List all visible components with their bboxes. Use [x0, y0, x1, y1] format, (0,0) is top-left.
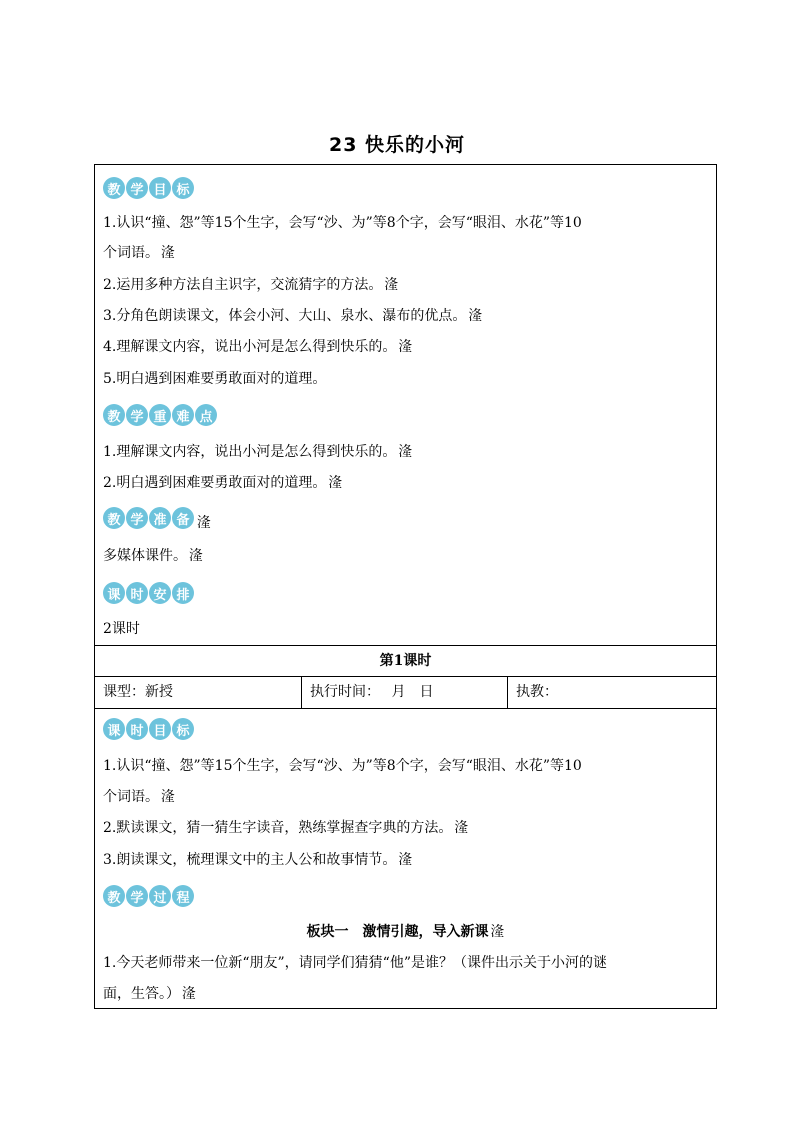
execution-time: 执行时间： 月 日: [310, 684, 434, 700]
badge-char: 学: [126, 507, 148, 529]
badge-char: 程: [172, 885, 194, 907]
goal-text: 个词语。: [103, 789, 159, 805]
badge-char: 备: [172, 507, 194, 529]
lesson-goals-badge: [103, 716, 195, 742]
lesson-goal-line: [103, 850, 412, 870]
paragraph-mark: 湰: [468, 308, 483, 324]
prep-line: [103, 546, 203, 566]
teaching-process-badge: [103, 883, 195, 909]
paragraph-mark: 湰: [328, 475, 343, 491]
process-text: 面，生答。）: [103, 986, 180, 1002]
lesson-type: 课型：新授: [103, 684, 173, 700]
lesson-goal-line: 1.认识“撞、怨”等15个生字，会写“沙、为”等8个字，会写“眼泪、水花”等10: [103, 758, 582, 774]
badge-char: 点: [195, 404, 217, 426]
badge-char: 课: [103, 582, 125, 604]
goal-line: 5.明白遇到困难要勇敢面对的道理。: [103, 371, 327, 387]
divider: [95, 708, 716, 709]
badge-char: 学: [126, 177, 148, 199]
badge-char: 排: [172, 582, 194, 604]
teaching-goals-badge: [103, 175, 195, 201]
focus-text: 2.明白遇到困难要勇敢面对的道理。: [103, 475, 327, 491]
teaching-prep-badge: [103, 505, 211, 531]
badge-char: 过: [149, 885, 171, 907]
lesson-goal-line: [103, 787, 175, 807]
badge-char: 目: [149, 718, 171, 740]
focus-line: [103, 442, 412, 462]
badge-char: 时: [126, 582, 148, 604]
schedule-badge: [103, 580, 195, 606]
goal-line: [103, 337, 412, 357]
paragraph-mark: 湰: [197, 515, 211, 531]
goal-text: 2.运用多种方法自主识字，交流猜字的方法。: [103, 277, 383, 293]
paragraph-mark: 湰: [189, 548, 203, 564]
teacher: 执教：: [516, 684, 558, 700]
goal-text: 个词语。: [103, 245, 159, 261]
process-line: [103, 984, 196, 1004]
goal-text: 2.默读课文，猜一猜生字读音，熟练掌握查字典的方法。: [103, 820, 453, 836]
badge-char: 标: [172, 177, 194, 199]
goal-line: [103, 275, 398, 295]
badge-char: 准: [149, 507, 171, 529]
schedule-line: 2课时: [103, 621, 140, 637]
paragraph-mark: 湰: [384, 277, 399, 293]
badge-char: 安: [149, 582, 171, 604]
paragraph-mark: 湰: [398, 852, 413, 868]
badge-char: 标: [172, 718, 194, 740]
block-title-text: 板块一 激情引趣，导入新课: [306, 924, 489, 940]
paragraph-mark: 湰: [161, 789, 175, 805]
badge-char: 教: [103, 507, 125, 529]
block-title: [95, 922, 716, 942]
badge-char: 课: [103, 718, 125, 740]
badge-char: 重: [149, 404, 171, 426]
paragraph-mark: 湰: [161, 245, 175, 261]
paragraph-mark: 湰: [490, 924, 505, 940]
focus-line: [103, 473, 342, 493]
divider: [507, 676, 508, 708]
goal-line: [103, 243, 175, 263]
lesson-plan-table: [94, 164, 717, 1009]
goal-text: 3.朗读课文，梳理课文中的主人公和故事情节。: [103, 852, 397, 868]
goal-line: [103, 306, 482, 326]
paragraph-mark: 湰: [398, 339, 413, 355]
badge-char: 教: [103, 404, 125, 426]
paragraph-mark: 湰: [454, 820, 469, 836]
key-difficult-points-badge: [103, 402, 218, 428]
paragraph-mark: 湰: [398, 444, 413, 460]
paragraph-mark: 湰: [182, 986, 196, 1002]
divider: [301, 676, 302, 708]
badge-char: 教: [103, 885, 125, 907]
goal-line: 1.认识“撞、怨”等15个生字，会写“沙、为”等8个字，会写“眼泪、水花”等10: [103, 215, 582, 231]
process-line: 1.今天老师带来一位新“朋友”，请同学们猜猜“他”是谁？（课件出示关于小河的谜: [103, 955, 607, 971]
badge-char: 难: [172, 404, 194, 426]
lesson-header: 第1课时: [379, 653, 432, 669]
divider: [95, 645, 716, 646]
badge-char: 时: [126, 718, 148, 740]
badge-char: 教: [103, 177, 125, 199]
goal-text: 3.分角色朗读课文，体会小河、大山、泉水、瀑布的优点。: [103, 308, 467, 324]
badge-char: 目: [149, 177, 171, 199]
focus-text: 1.理解课文内容，说出小河是怎么得到快乐的。: [103, 444, 397, 460]
badge-char: 学: [126, 885, 148, 907]
page-title: 23 快乐的小河: [328, 134, 466, 156]
badge-char: 学: [126, 404, 148, 426]
prep-text: 多媒体课件。: [103, 548, 187, 564]
goal-text: 4.理解课文内容，说出小河是怎么得到快乐的。: [103, 339, 397, 355]
lesson-goal-line: [103, 818, 468, 838]
